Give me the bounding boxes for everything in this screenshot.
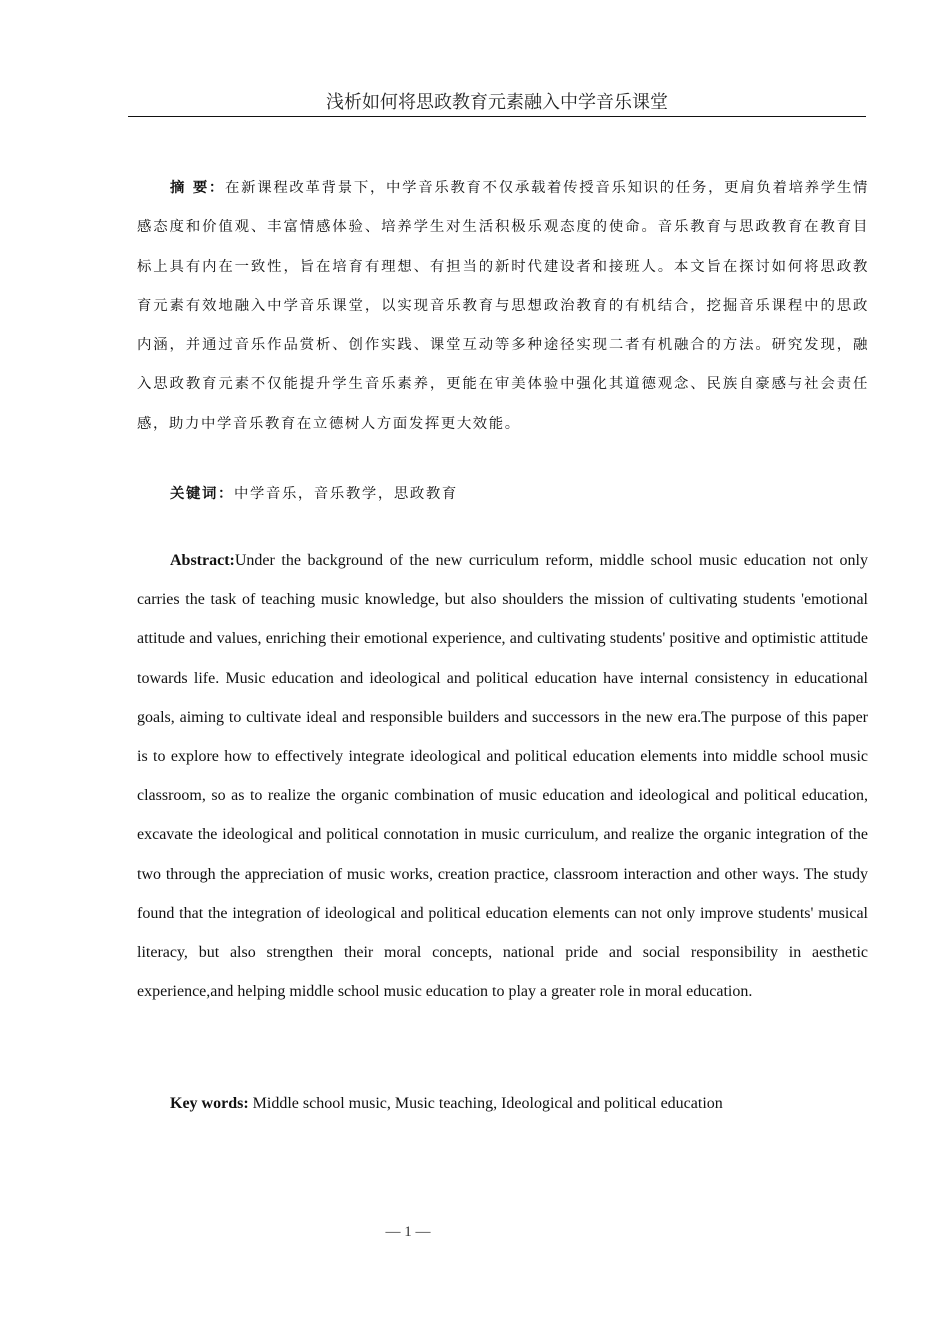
chinese-keywords-text: 中学音乐，音乐教学，思政教育	[233, 486, 458, 502]
page-number: — 1 —	[385, 1224, 431, 1240]
english-abstract-text: Under the background of the new curriculum reform, middle school music education not only carries the task of teaching music knowledge, but also shoulders the mission of cultivating students 'emotional attitude and values, enriching their emotional experience, and cultivating students' positive and optimistic attitude towards life. Music education and ideological and political education have internal consistency in educational goals, aiming to cultivate ideal and responsible builders and successors in the new era.The purpose of this paper is to explore how to effectively integrate ideological and political education elements into middle school music classroom, so as to realize the organic combination of music education and ideological and political education, excavate the ideological and political connotation in music curriculum, and realize the organic integration of the two through the appreciation of music works, creation practice, classroom interaction and other ways. The study found that the integration of ideological and political education elements can not only improve students' musical literacy, but also strengthen their moral concepts, national pride and social responsibility in aesthetic experience,and helping middle school music education to play a greater role in moral education.	[137, 552, 868, 1001]
chinese-abstract-label: 摘 要：	[170, 179, 226, 196]
english-keywords-text: Middle school music, Music teaching, Ideological and political education	[248, 1095, 723, 1112]
english-keywords	[137, 1084, 868, 1123]
chinese-abstract-text: 在新课程改革背景下，中学音乐教育不仅承载着传授音乐知识的任务，更肩负着培养学生情感态度和价值观、丰富情感体验、培养学生对生活积极乐观态度的使命。音乐教育与思政教育在教育目标上具有内在一致性，旨在培育有理想、有担当的新时代建设者和接班人。本文旨在探讨如何将思政教育元素有效地融入中学音乐课堂，以实现音乐教育与思想政治教育的有机结合，挖掘音乐课程中的思政内涵，并通过音乐作品赏析、创作实践、课堂互动等多种途径实现二者有机融合的方法。研究发现，融入思政教育元素不仅能提升学生音乐素养，更能在审美体验中强化其道德观念、民族自豪感与社会责任感，助力中学音乐教育在立德树人方面发挥更大效能。	[137, 180, 869, 432]
chinese-abstract	[137, 168, 869, 444]
chinese-keywords-label: 关键词：	[170, 485, 234, 502]
english-abstract-label: Abstract:	[170, 552, 235, 569]
chinese-keywords	[137, 474, 869, 514]
running-header-title: 浅析如何将思政教育元素融入中学音乐课堂	[326, 92, 668, 113]
header-rule	[128, 116, 866, 117]
english-abstract	[137, 541, 868, 1011]
english-keywords-label: Key words:	[170, 1095, 249, 1112]
